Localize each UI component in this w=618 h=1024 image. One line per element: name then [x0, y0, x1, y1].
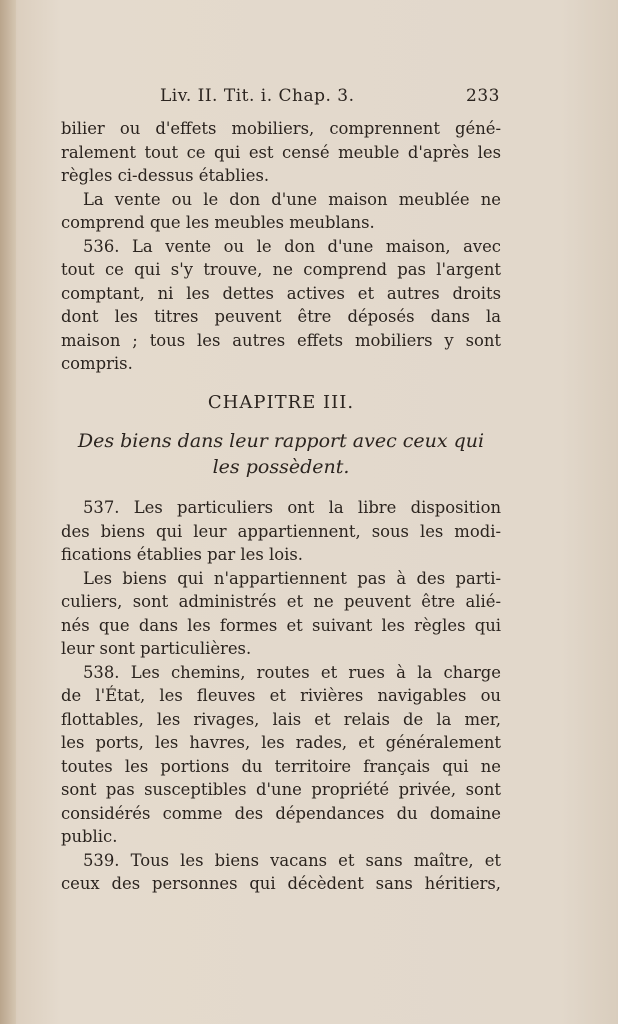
text-line: comprend que les meubles meublans.	[61, 213, 375, 232]
running-header	[160, 86, 500, 106]
text-line: fications établies par les lois.	[61, 545, 303, 564]
text-line: dont les titres peuvent être déposés dans la	[61, 307, 501, 326]
text-line: compris.	[61, 354, 133, 373]
text-line: culiers, sont administrés et ne peuvent être alié-	[61, 592, 501, 611]
text-line: 538. Les chemins, routes et rues à la charge	[83, 662, 501, 682]
text-block-bottom	[61, 496, 501, 896]
text-line: maison ; tous les autres effets mobiliers y sont	[61, 330, 501, 350]
text-block-top	[61, 117, 501, 376]
text-line: La vente ou le don d'une maison meublée ne	[83, 189, 501, 209]
text-line: 539. Tous les biens vacans et sans maître, et	[83, 850, 501, 870]
text-line: nés que dans les formes et suivant les règles qui	[61, 615, 501, 635]
text-line: comptant, ni les dettes actives et autres droits	[61, 283, 501, 303]
text-line: flottables, les rivages, lais et relais de la mer,	[61, 709, 501, 729]
text-line: toutes les portions du territoire français qui ne	[61, 756, 501, 776]
text-line: ceux des personnes qui décèdent sans héritiers,	[61, 874, 501, 893]
text-line: 537. Les particuliers ont la libre disposition	[83, 498, 501, 517]
subtitle-line: Des biens dans leur rapport avec ceux qui	[77, 430, 485, 452]
text-line: 536. La vente ou le don d'une maison, avec	[83, 236, 501, 256]
text-line: les ports, les havres, les rades, et généralement	[61, 733, 501, 752]
chapter-title: CHAPITRE III.	[207, 392, 355, 413]
text-line: ralement tout ce qui est censé meuble d'après les	[61, 142, 501, 162]
text-line: Les biens qui n'appartiennent pas à des parti-	[83, 568, 501, 588]
text-line: des biens qui leur appartiennent, sous les modi-	[61, 521, 501, 541]
page-number: 233	[466, 86, 500, 106]
text-line: règles ci-dessus établies.	[61, 166, 270, 185]
subtitle-line: les possèdent.	[212, 456, 350, 478]
running-head-text: Liv. II. Tit. i. Chap. 3.	[160, 86, 355, 106]
text-line: de l'État, les fleuves et rivières navigables ou	[61, 686, 501, 705]
text-line: bilier ou d'effets mobiliers, comprennent géné-	[61, 119, 501, 138]
text-line: leur sont particulières.	[61, 639, 252, 658]
text-line: tout ce qui s'y trouve, ne comprend pas l'argent	[61, 260, 501, 279]
page-spine-shadow	[0, 0, 16, 1024]
text-line: sont pas susceptibles d'une propriété privée, sont	[61, 780, 501, 799]
chapter-subtitle	[61, 428, 501, 480]
text-line: public.	[61, 827, 118, 846]
text-line: considérés comme des dépendances du domaine	[61, 803, 501, 823]
